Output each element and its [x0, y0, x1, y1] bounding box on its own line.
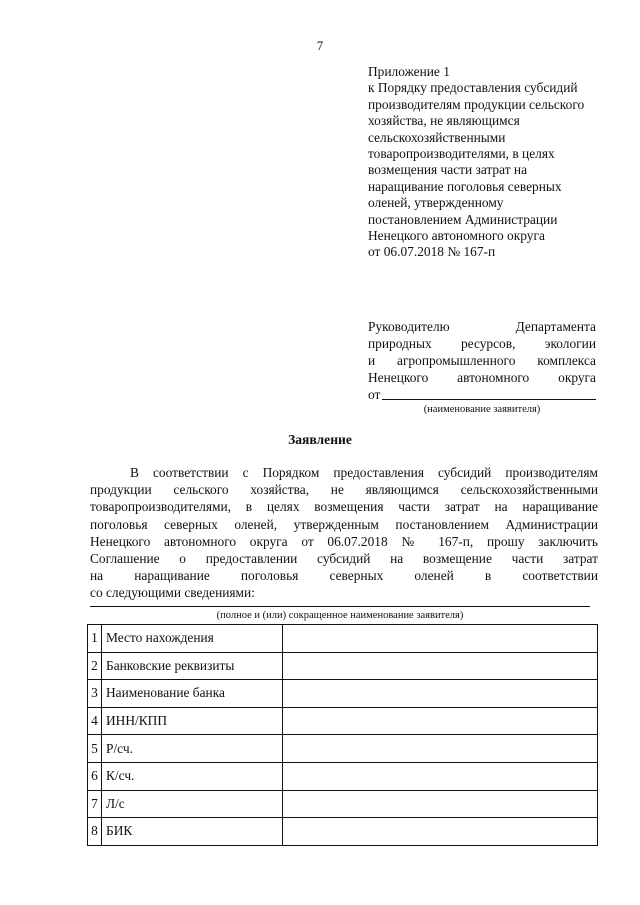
table-row [88, 707, 598, 735]
from-label: от [368, 387, 381, 402]
addressee-line: и агропромышленного комплекса [368, 353, 596, 368]
appendix-line: Ненецкого автономного округа [368, 228, 545, 244]
table-row [88, 762, 598, 790]
row-label: Банковские реквизиты [102, 652, 283, 680]
applicant-name-caption: (полное и (или) сокращенное наименование заявителя) [216, 610, 464, 621]
row-number: 6 [88, 762, 102, 790]
table-row [88, 790, 598, 818]
table-row [88, 735, 598, 763]
table-row [88, 680, 598, 708]
from-blank-line [382, 399, 596, 400]
body-line: В соответствии с Порядком предоставления субсидий производителям [130, 465, 598, 480]
table-row [88, 818, 598, 846]
application-body [90, 464, 598, 602]
body-line: на наращивание поголовья северных оленей в соответствии [90, 568, 598, 584]
appendix-line: хозяйства, не являющимся [368, 113, 520, 129]
row-value-cell[interactable] [283, 790, 598, 818]
appendix-line: к Порядку предоставления субсидий [368, 80, 578, 96]
body-line: Ненецкого автономного округа от 06.07.2018 № 167-п, прошу заключить [90, 533, 598, 549]
row-number: 5 [88, 735, 102, 763]
row-value-cell[interactable] [283, 735, 598, 763]
appendix-line: постановлением Администрации [368, 211, 558, 227]
addressee-line: Ненецкого автономного округа [368, 370, 596, 385]
addressee-block [368, 318, 596, 416]
row-value-cell[interactable] [283, 762, 598, 790]
appendix-line: от 06.07.2018 № 167-п [368, 244, 496, 260]
document-title: Заявление [288, 432, 352, 447]
appendix-line: оленей, утвержденному [368, 195, 504, 211]
body-line: со следующими сведениями: [90, 585, 255, 601]
body-line: поголовья северных оленей, утвержденным постановлением Администрации [90, 516, 598, 532]
row-value-cell[interactable] [283, 652, 598, 680]
appendix-line: Приложение 1 [368, 64, 450, 79]
row-label: Наименование банка [102, 680, 283, 708]
row-label: ИНН/КПП [102, 707, 283, 735]
table-row [88, 625, 598, 653]
body-line: товаропроизводителями, в целях возмещения части затрат на наращивание [90, 499, 598, 515]
addressee-line: природных ресурсов, экологии [368, 336, 596, 351]
row-number: 4 [88, 707, 102, 735]
appendix-line: производителям продукции сельского [368, 96, 585, 112]
appendix-line: сельскохозяйственными [368, 129, 506, 145]
row-value-cell[interactable] [283, 680, 598, 708]
row-label: БИК [102, 818, 283, 846]
row-label: Место нахождения [102, 625, 283, 653]
row-value-cell[interactable] [283, 707, 598, 735]
appendix-header [368, 64, 608, 261]
appendix-line: наращивание поголовья северных [368, 178, 562, 194]
row-number: 2 [88, 652, 102, 680]
row-number: 3 [88, 680, 102, 708]
addressee-line: Руководителю Департамента [368, 319, 596, 334]
row-number: 7 [88, 790, 102, 818]
applicant-details-table [87, 624, 598, 846]
row-value-cell[interactable] [283, 625, 598, 653]
body-line: продукции сельского хозяйства, не являющимся сельскохозяйственными [90, 482, 598, 498]
page-number: 7 [316, 38, 324, 53]
table-row [88, 652, 598, 680]
body-line: Соглашение о предоставлении субсидий на возмещение части затрат [90, 550, 598, 566]
row-number: 1 [88, 625, 102, 653]
row-label: К/сч. [102, 762, 283, 790]
appendix-line: товаропроизводителями, в целях [368, 146, 555, 162]
row-value-cell[interactable] [283, 818, 598, 846]
from-field[interactable] [368, 386, 596, 403]
row-label: Р/сч. [102, 735, 283, 763]
appendix-line: возмещения части затрат на [368, 162, 528, 178]
row-number: 8 [88, 818, 102, 846]
from-caption: (наименование заявителя) [423, 404, 541, 415]
row-label: Л/с [102, 790, 283, 818]
applicant-name-line[interactable] [90, 606, 590, 607]
